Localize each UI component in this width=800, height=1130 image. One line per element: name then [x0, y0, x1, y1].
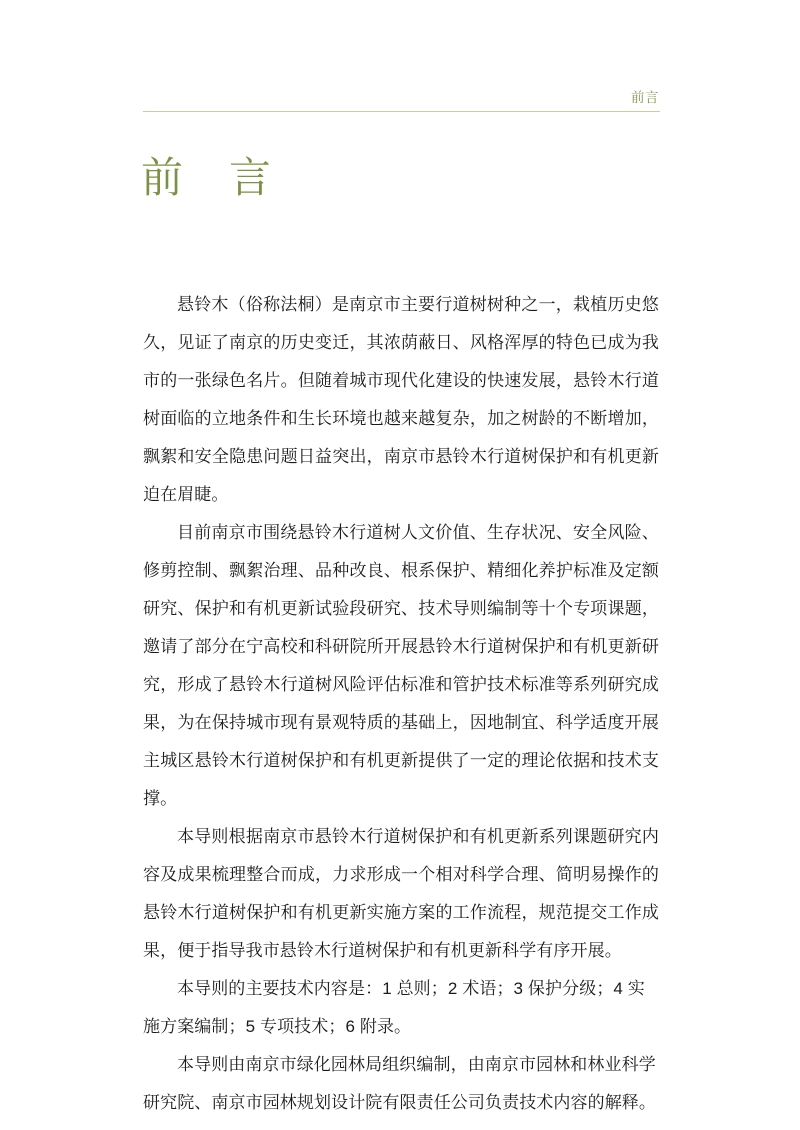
body-paragraph: 目前南京市围绕悬铃木行道树人文价值、生存状况、安全风险、修剪控制、飘絮治理、品种改良、根系保护、精细化养护标准及定额研究、保护和有机更新试验段研究、技术导则编制等十个专项课题，邀请了部分在宁高校和科研院所开展悬铃木行道树保护和有机更新研究，形成了悬铃木行道树风险评估标准和管护技术标准等系列研究成果，为在保持城市现有景观特质的基础上，因地制宜、科学适度开展主城区悬铃木行道树保护和有机更新提供了一定的理论依据和技术支撑。 — [143, 523, 659, 808]
body-paragraph: 本导则由南京市绿化园林局组织编制，由南京市园林和林业科学研究院、南京市园林规划设计院有限责任公司负责技术内容的解释。 — [143, 1055, 656, 1112]
body-paragraph: 本导则的主要技术内容是：1 总则；2 术语；3 保护分级；4 实施方案编制；5 专项技术；6 附录。 — [143, 979, 645, 1036]
header-divider-rule — [143, 111, 660, 112]
body-paragraph: 悬铃木（俗称法桐）是南京市主要行道树树种之一，栽植历史悠久，见证了南京的历史变迁，其浓荫蔽日、风格浑厚的特色已成为我市的一张绿色名片。但随着城市现代化建设的快速发展，悬铃木行道树面临的立地条件和生长环境也越来越复杂，加之树龄的不断增加，飘絮和安全隐患问题日益突出，南京市悬铃木行道树保护和有机更新迫在眉睫。 — [143, 295, 659, 504]
body-paragraph: 本导则根据南京市悬铃木行道树保护和有机更新系列课题研究内容及成果梳理整合而成，力求形成一个相对科学合理、简明易操作的悬铃木行道树保护和有机更新实施方案的工作流程，规范提交工作成果，便于指导我市悬铃木行道树保护和有机更新科学有序开展。 — [143, 827, 659, 960]
page-title: 前 言 — [141, 154, 274, 201]
body-content — [143, 286, 659, 1122]
running-header — [143, 88, 660, 112]
running-header-title: 前言 — [631, 90, 659, 105]
